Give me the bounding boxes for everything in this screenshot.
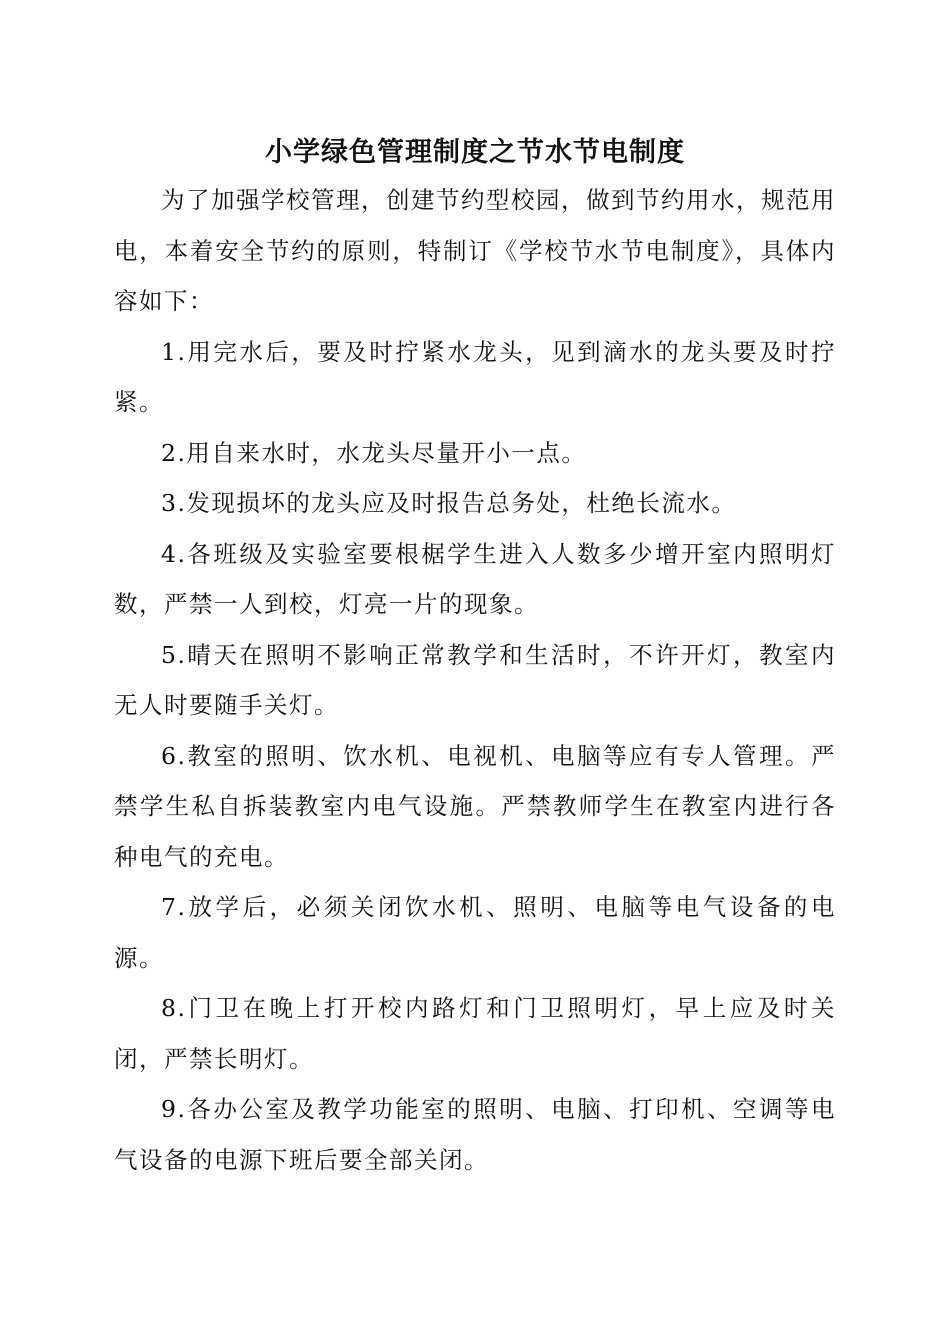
rule-item-6: 6.教室的照明、饮水机、电视机、电脑等应有专人管理。严禁学生私自拆装教室内电气设施。严禁教师学生在教室内进行各种电气的充电。 [114,741,836,871]
rule-item-9: 9.各办公室及教学功能室的照明、电脑、打印机、空调等电气设备的电源下班后要全部关闭。 [114,1095,836,1174]
rule-item-1: 1.用完水后，要及时拧紧水龙头，见到滴水的龙头要及时拧紧。 [114,337,836,416]
document-body [114,175,836,1185]
intro-paragraph: 为了加强学校管理，创建节约型校园，做到节约用水，规范用电，本着安全节约的原则，特制订《学校节水节电制度》，具体内容如下： [114,186,836,315]
rule-item-3: 3.发现损坏的龙头应及时报告总务处，杜绝长流水。 [161,489,737,517]
document-title: 小学绿色管理制度之节水节电制度 [265,137,685,168]
rule-item-2: 2.用自来水时，水龙头尽量开小一点。 [161,438,587,467]
rule-item-7: 7.放学后，必须关闭饮水机、照明、电脑等电气设备的电源。 [114,893,836,972]
rule-item-4: 4.各班级及实验室要根椐学生进入人数多少增开室内照明灯数，严禁一人到校，灯亮一片的现象。 [114,539,836,618]
rule-item-5: 5.晴天在照明不影响正常教学和生活时，不许开灯，教室内无人时要随手关灯。 [114,640,836,719]
rule-item-8: 8.门卫在晚上打开校内路灯和门卫照明灯，早上应及时关闭，严禁长明灯。 [114,994,836,1073]
